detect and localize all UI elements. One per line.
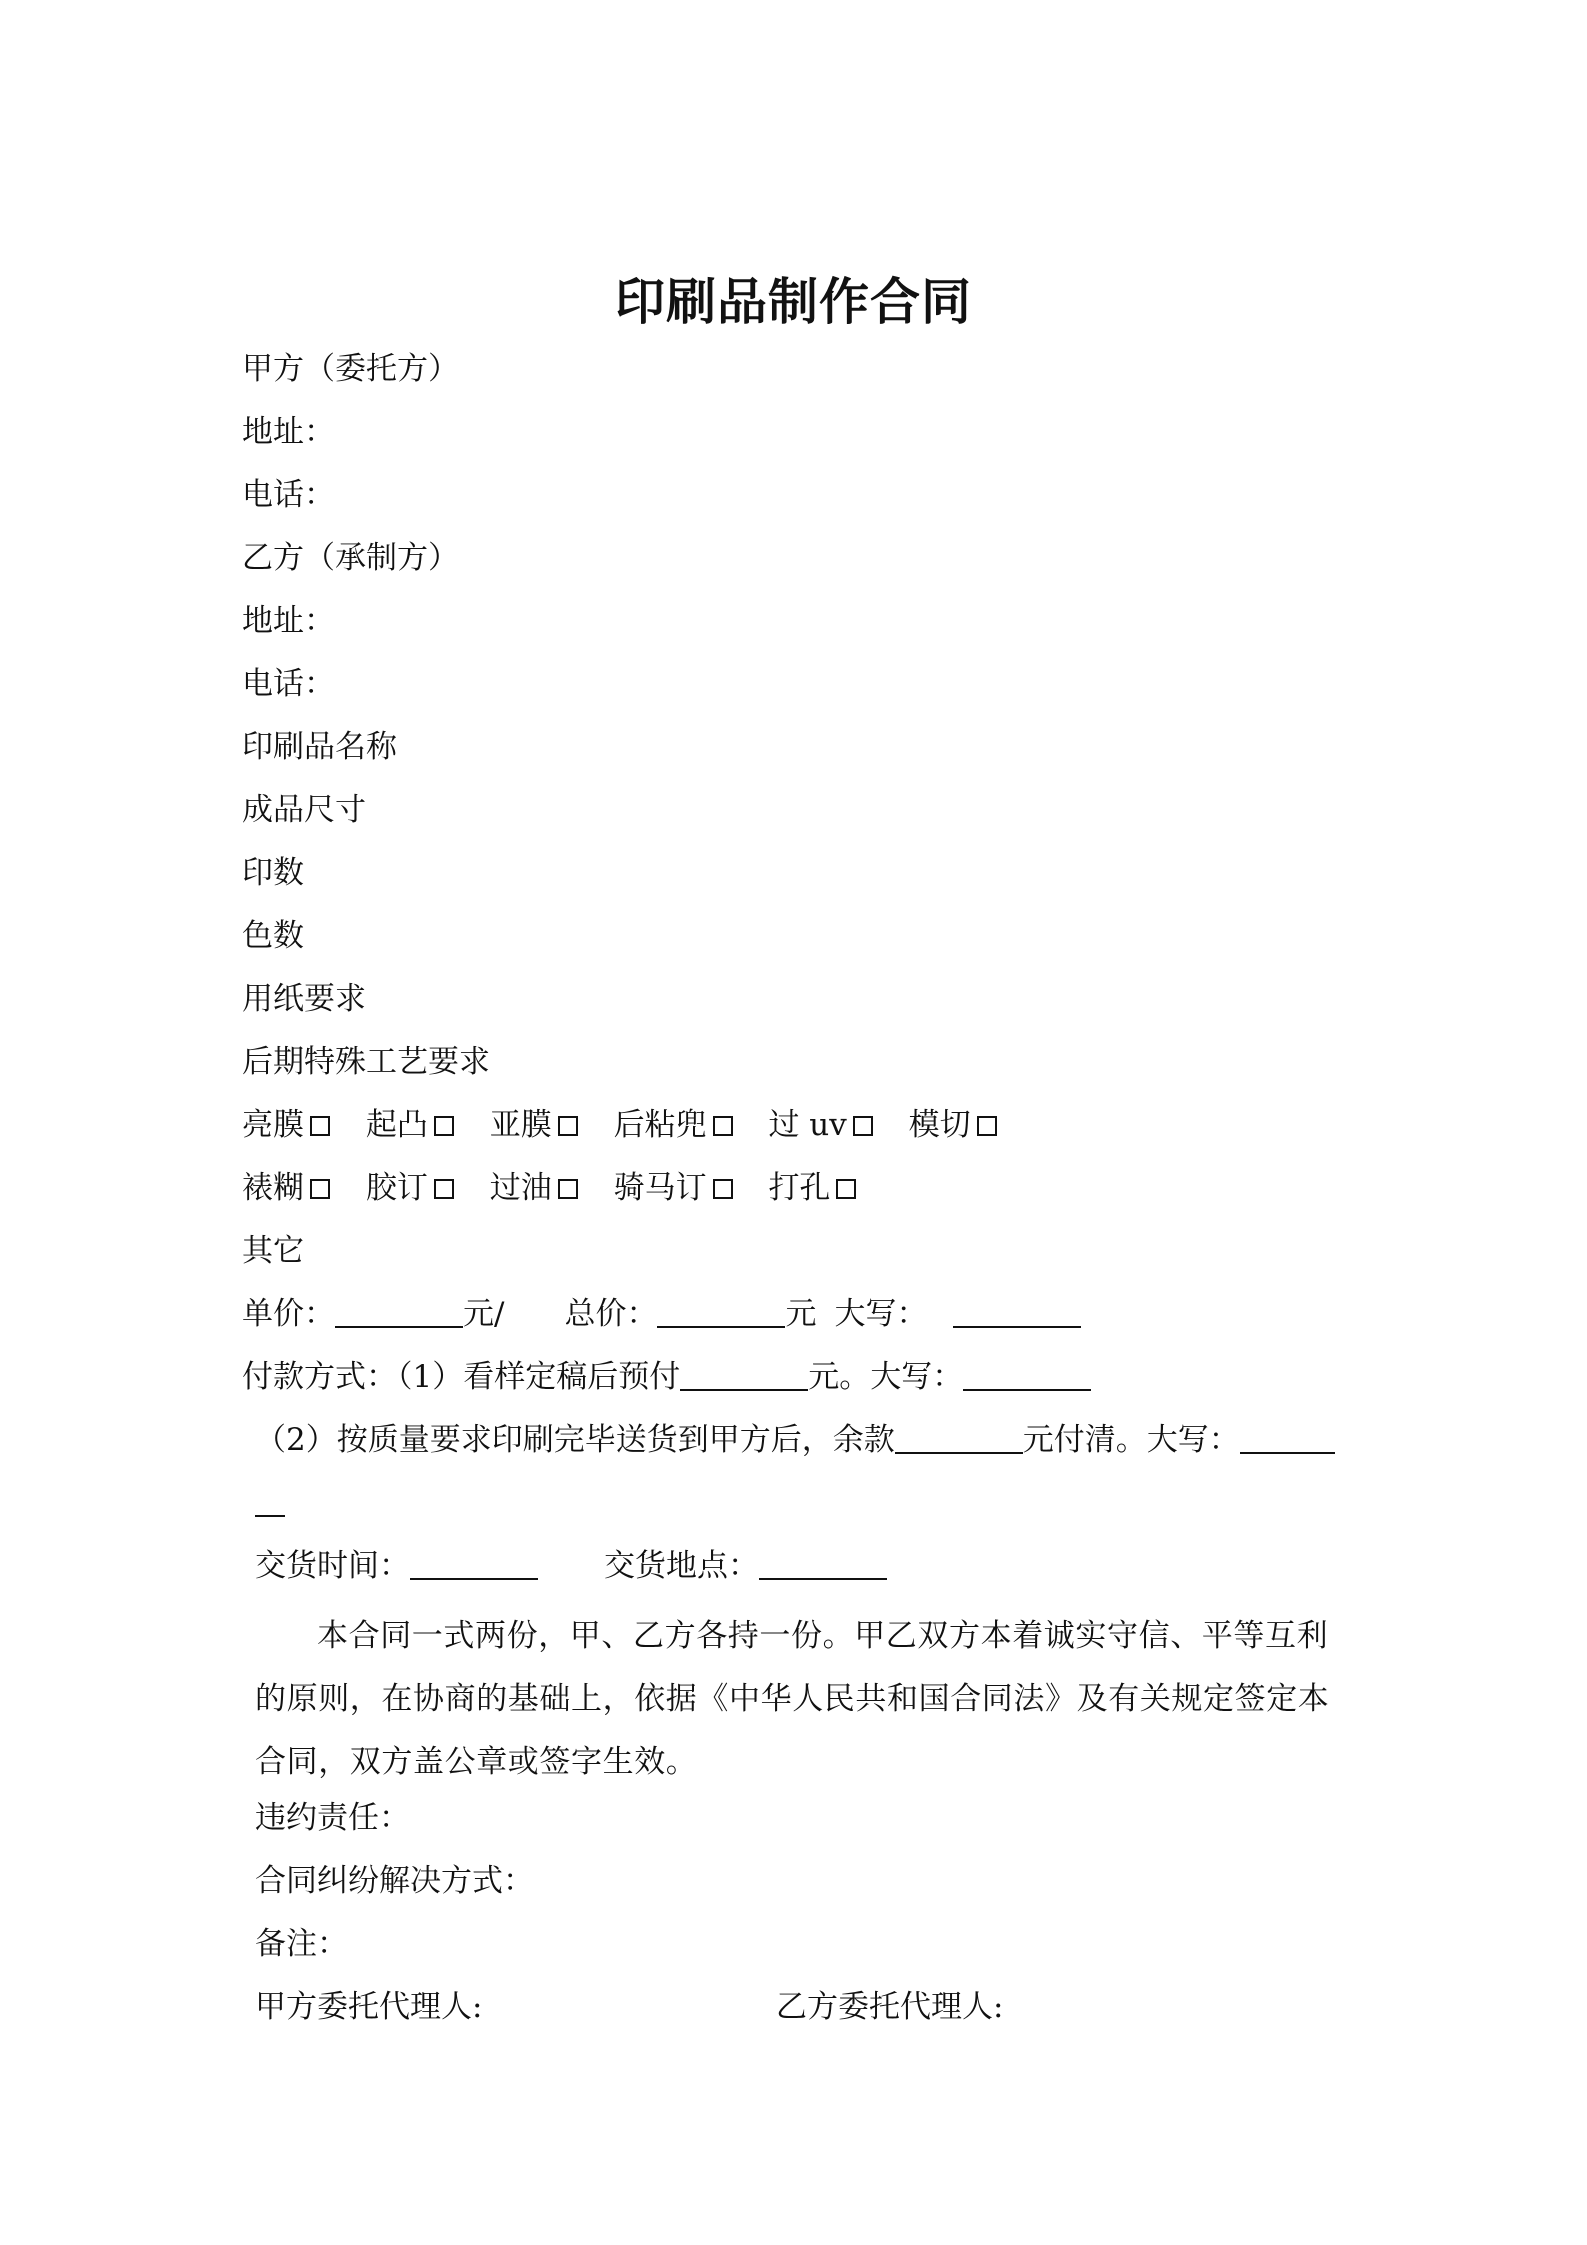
- prepayment-capital-field[interactable]: [963, 1361, 1091, 1391]
- total-price-field[interactable]: [657, 1298, 785, 1328]
- delivery-place-field[interactable]: [759, 1550, 887, 1580]
- party-a-agent-label: 甲方委托代理人:: [255, 1989, 483, 2025]
- party-b-address: 地址：: [242, 603, 335, 639]
- other-label: 其它: [242, 1233, 304, 1269]
- process-checkbox[interactable]: [853, 1116, 873, 1136]
- payment-line-2: [255, 1420, 1335, 1460]
- balance-field[interactable]: [895, 1424, 1023, 1454]
- total-price-suffix: 元: [785, 1296, 817, 1332]
- party-b-agent-label: 乙方委托代理人:: [776, 1989, 1004, 2025]
- unit-price-field[interactable]: [335, 1298, 463, 1328]
- process-checkbox[interactable]: [310, 1116, 330, 1136]
- process-checkbox[interactable]: [713, 1179, 733, 1199]
- delivery-place-label: 交货地点：: [604, 1548, 759, 1584]
- print-quantity-label: 印数: [242, 855, 304, 891]
- process-checkbox[interactable]: [558, 1179, 578, 1199]
- process-label: 胶订: [365, 1170, 428, 1206]
- balance-capital-field-continued[interactable]: [255, 1487, 285, 1517]
- payment-line-1: [242, 1357, 1091, 1397]
- delivery-time-label: 交货时间：: [255, 1548, 410, 1584]
- process-label: 骑马订: [613, 1170, 707, 1206]
- prepayment-field[interactable]: [680, 1361, 808, 1391]
- balance-label: （2）按质量要求印刷完毕送货到甲方后，余款: [255, 1422, 895, 1458]
- document-title: 印刷品制作合同: [615, 272, 972, 331]
- process-label: 裱糊: [242, 1170, 304, 1206]
- payment-label: 付款方式：（1）看样定稿后预付: [242, 1359, 681, 1395]
- process-checkbox[interactable]: [713, 1116, 733, 1136]
- prepayment-suffix: 元。大写：: [808, 1359, 964, 1395]
- delivery-line: [255, 1546, 887, 1586]
- process-label: 过油: [489, 1170, 552, 1206]
- total-capital-field[interactable]: [953, 1298, 1081, 1328]
- process-label: 打孔: [768, 1170, 831, 1206]
- process-checkbox[interactable]: [836, 1179, 856, 1199]
- total-price-label: 总价：: [564, 1296, 658, 1332]
- total-capital-label: 大写：: [834, 1296, 928, 1332]
- process-checkbox[interactable]: [434, 1116, 454, 1136]
- process-label: 起凸: [365, 1107, 428, 1143]
- process-label: 过 uv: [768, 1107, 847, 1143]
- party-a-address: 地址：: [242, 414, 335, 450]
- party-a-label: 甲方（委托方）: [242, 351, 459, 387]
- postpress-requirement-label: 后期特殊工艺要求: [242, 1044, 490, 1080]
- contract-paragraph: 本合同一式两份，甲、乙方各持一份。甲乙双方本着诚实守信、平等互利的原则，在协商的基础上，依据《中华人民共和国合同法》及有关规定签定本合同，双方盖公章或签字生效。: [255, 1618, 1330, 1780]
- finished-size-label: 成品尺寸: [242, 792, 366, 828]
- balance-capital-field[interactable]: [1240, 1424, 1335, 1454]
- process-options-row-2: [242, 1168, 860, 1208]
- process-label: 模切: [908, 1107, 971, 1143]
- process-checkbox[interactable]: [434, 1179, 454, 1199]
- process-checkbox[interactable]: [558, 1116, 578, 1136]
- process-label: 亮膜: [242, 1107, 304, 1143]
- process-label: 后粘兜: [613, 1107, 707, 1143]
- product-name-label: 印刷品名称: [242, 729, 397, 765]
- party-a-phone: 电话：: [242, 477, 335, 513]
- color-count-label: 色数: [242, 918, 304, 954]
- price-line: [242, 1294, 1081, 1334]
- dispute-resolution-label: 合同纠纷解决方式：: [255, 1863, 534, 1899]
- process-checkbox[interactable]: [977, 1116, 997, 1136]
- paper-requirement-label: 用纸要求: [242, 981, 366, 1017]
- breach-liability-label: 违约责任：: [255, 1800, 410, 1836]
- unit-price-suffix: 元/: [463, 1296, 505, 1332]
- party-b-phone: 电话：: [242, 666, 335, 702]
- balance-suffix: 元付清。大写：: [1022, 1422, 1240, 1458]
- process-options-row-1: [242, 1105, 1001, 1145]
- remarks-label: 备注：: [255, 1926, 348, 1962]
- unit-price-label: 单价：: [242, 1296, 335, 1332]
- balance-capital-continuation: [255, 1483, 285, 1523]
- party-b-label: 乙方（承制方）: [242, 540, 459, 576]
- delivery-time-field[interactable]: [410, 1550, 538, 1580]
- process-label: 亚膜: [489, 1107, 552, 1143]
- process-checkbox[interactable]: [310, 1179, 330, 1199]
